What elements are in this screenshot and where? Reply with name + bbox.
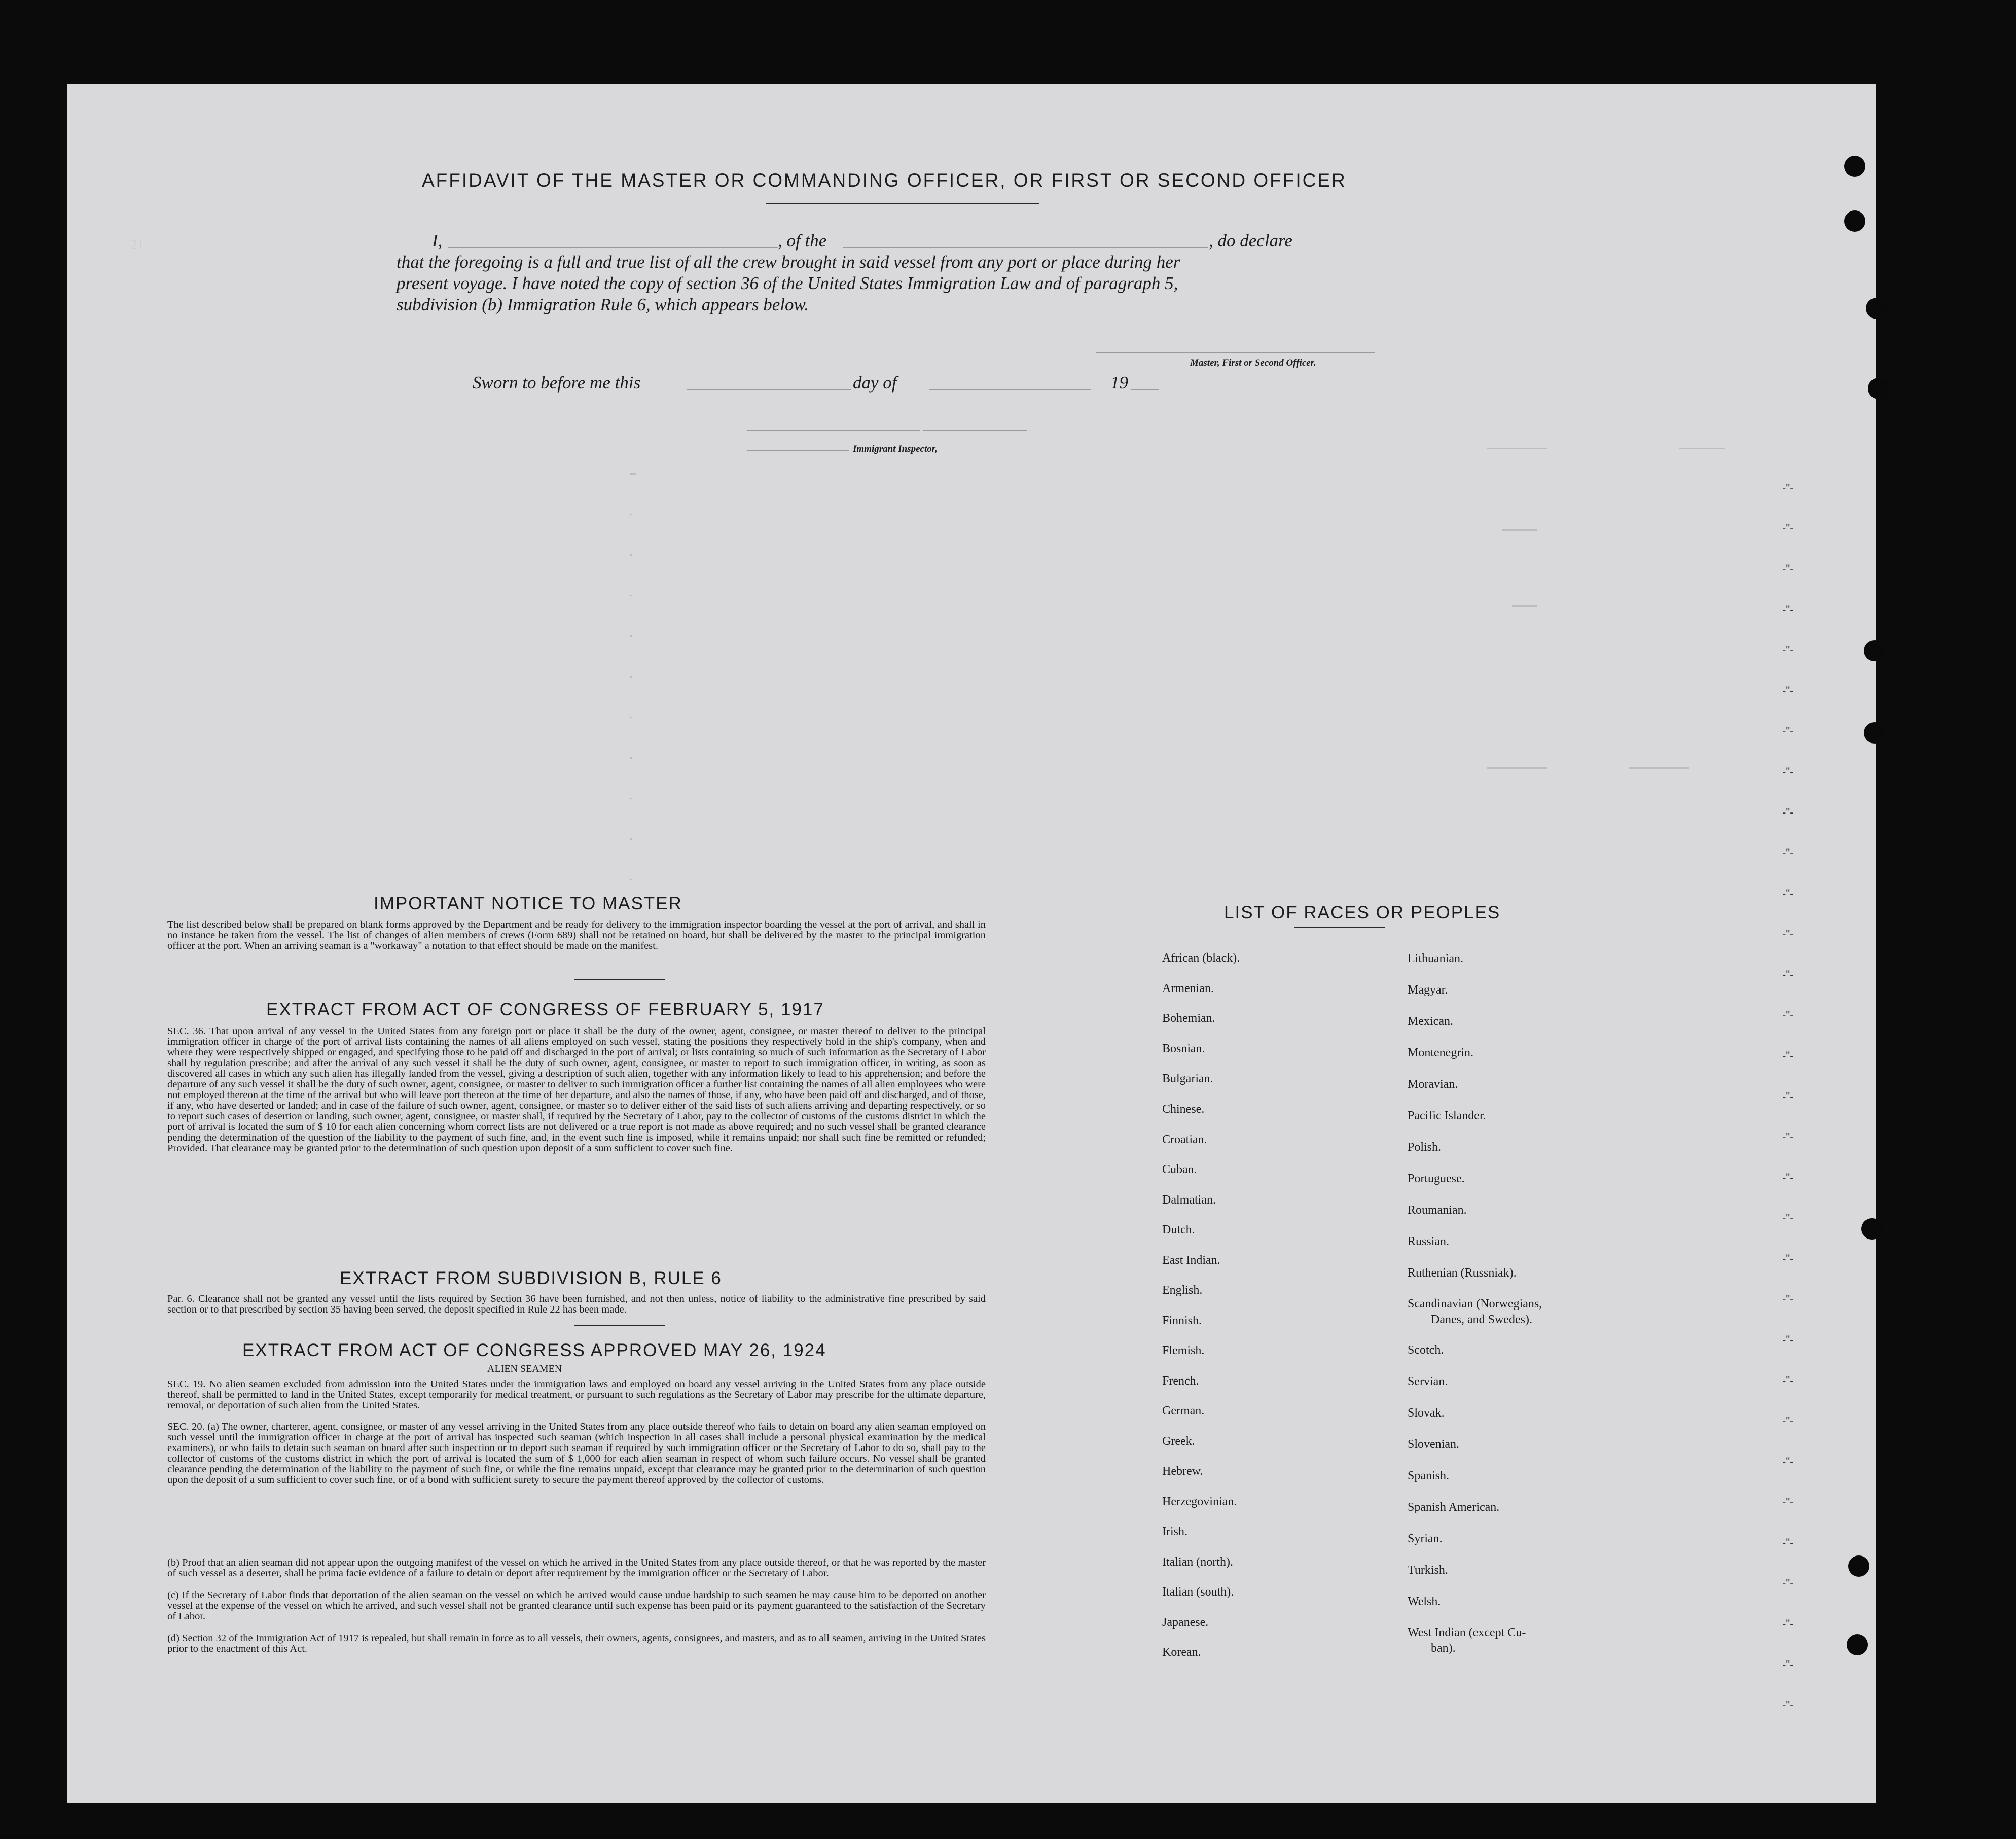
ditto-mark: -"- — [1782, 1090, 1794, 1103]
sworn-text: Sworn to before me this — [473, 373, 641, 393]
notice-text: The list described below shall be prepared on blank forms approved by the Department and be ready for delivery to the immigration inspector boarding the vessel at the port of arrival, and shall in no instance be taken from the vessel. The list of changes of alien members of crews (Form 689) shall not be retained on board, but shall be delivered by the master to the principal immigration officer at the port. When an arriving seaman is a "workaway" a notation to that effect should be made on the manifest. — [167, 919, 986, 951]
sworn-day-blank[interactable] — [687, 389, 851, 390]
race-right-item: Scotch. — [1408, 1343, 1444, 1357]
race-right-item: Lithuanian. — [1408, 952, 1463, 965]
race-left-item: Italian (south). — [1162, 1585, 1234, 1599]
ditto-mark: -"- — [1782, 1049, 1794, 1062]
race-left-item: Armenian. — [1162, 982, 1214, 995]
race-right-item: Welsh. — [1408, 1595, 1441, 1608]
affidavit-line4: subdivision (b) Immigration Rule 6, which appears below. — [397, 295, 809, 314]
inspector-line-c[interactable] — [747, 450, 849, 451]
sworn-month-blank[interactable] — [929, 389, 1091, 390]
extract1924-sec19: SEC. 19. No alien seamen excluded from admission into the United States under the immigration laws and employed on board any vessel arriving in the United States from any place outside thereof, shall be permitted to land in the United States, except temporarily for medical treatment, or pursuant to such regulations as the Secretary of Labor may prescribe for the ultimate departure, removal, or deportation of such alien from the United States. — [167, 1378, 986, 1411]
race-left-item: Herzegovinian. — [1162, 1495, 1237, 1508]
race-left-item: Cuban. — [1162, 1163, 1197, 1176]
extract1924-sec20d: (d) Section 32 of the Immigration Act of 1917 is repealed, but shall remain in force as to all vessels, their owners, agents, consignees, and masters, and as to all seamen, arriving in the United States prior to the enactment of this Act. — [167, 1633, 986, 1654]
punch-hole — [1866, 298, 1887, 319]
race-left-item: Finnish. — [1162, 1314, 1202, 1327]
race-left-item: Dutch. — [1162, 1223, 1195, 1236]
race-right-item: Mexican. — [1408, 1015, 1453, 1028]
inspector-label: Immigrant Inspector, — [853, 444, 938, 454]
race-right-item-cont: ban). — [1431, 1642, 1456, 1655]
ditto-mark: -"- — [1782, 1496, 1794, 1508]
extract1924-sec20b: (b) Proof that an alien seaman did not appear upon the outgoing manifest of the vessel on which he arrived in the United States from any place outside thereof, or that he was reported by the master of such vessel as a deserter, shall be prima facie evidence of a failure to detain or deport after requirement by the immigration officer or the Secretary of Labor. — [167, 1557, 986, 1579]
punch-hole — [1844, 210, 1865, 232]
race-right-item: Russian. — [1408, 1235, 1450, 1248]
race-left-item: Irish. — [1162, 1525, 1187, 1538]
ditto-mark: -"- — [1782, 1699, 1794, 1711]
sworn-year: 19 — [1110, 373, 1128, 393]
punch-hole — [1847, 1634, 1868, 1655]
affidavit-title: AFFIDAVIT OF THE MASTER OR COMMANDING OFFICER, OR FIRST OR SECOND OFFICER — [422, 170, 1347, 191]
races-heading: LIST OF RACES OR PEOPLES — [1224, 903, 1501, 923]
ditto-mark: -"- — [1782, 684, 1794, 697]
race-left-item: French. — [1162, 1374, 1199, 1388]
race-right-item: Servian. — [1408, 1375, 1448, 1388]
ditto-mark: -"- — [1782, 1536, 1794, 1549]
punch-hole — [1864, 640, 1885, 661]
ditto-mark: -"- — [1782, 562, 1794, 575]
ditto-mark: -"- — [1782, 1617, 1794, 1630]
race-right-item: Slovak. — [1408, 1406, 1445, 1420]
race-right-item: Montenegrin. — [1408, 1046, 1473, 1059]
ditto-mark: -"- — [1782, 1212, 1794, 1224]
ditto-mark: -"- — [1782, 1577, 1794, 1589]
race-left-item: Bulgarian. — [1162, 1072, 1213, 1085]
ditto-mark: -"- — [1782, 846, 1794, 859]
affidavit-line3: present voyage. I have noted the copy of section 36 of the United States Immigration Law and of paragraph 5, — [397, 273, 1178, 293]
race-right-item: Pacific Islander. — [1408, 1109, 1486, 1122]
ditto-mark: -"- — [1782, 1414, 1794, 1427]
race-right-item: Magyar. — [1408, 983, 1448, 997]
race-right-item: Slovenian. — [1408, 1438, 1459, 1451]
punch-hole — [1861, 1218, 1883, 1240]
ditto-mark: -"- — [1782, 1333, 1794, 1346]
signature-label: Master, First or Second Officer. — [1190, 358, 1316, 368]
race-right-item: Ruthenian (Russniak). — [1408, 1266, 1517, 1280]
affidavit-line1-mid: , of the — [778, 231, 827, 251]
ditto-mark: -"- — [1782, 1374, 1794, 1387]
ditto-mark: -"- — [1782, 928, 1794, 940]
ditto-mark: -"- — [1782, 765, 1794, 778]
title-underline — [766, 203, 1039, 204]
race-left-item: German. — [1162, 1404, 1205, 1418]
races-divider — [1294, 927, 1385, 928]
inspector-line-b[interactable] — [923, 430, 1027, 431]
race-right-item: Moravian. — [1408, 1078, 1458, 1091]
race-left-item: Dalmatian. — [1162, 1193, 1216, 1207]
sworn-day-of: day of — [853, 373, 897, 393]
race-right-item: Syrian. — [1408, 1532, 1443, 1545]
affidavit-line1-end: , do declare — [1209, 231, 1292, 251]
punch-hole — [1864, 722, 1885, 744]
inspector-line-a[interactable] — [747, 430, 920, 431]
extract1917-heading: EXTRACT FROM ACT OF CONGRESS OF FEBRUARY 5, 1917 — [266, 1000, 824, 1019]
race-right-item: Scandinavian (Norwegians, — [1408, 1297, 1542, 1311]
ditto-mark: -"- — [1782, 1658, 1794, 1671]
race-right-item: Spanish. — [1408, 1469, 1450, 1482]
race-left-item: Hebrew. — [1162, 1465, 1203, 1478]
race-left-item: Bosnian. — [1162, 1042, 1205, 1055]
punch-hole — [1848, 1555, 1869, 1577]
ditto-mark: -"- — [1782, 522, 1794, 535]
sworn-year-blank[interactable] — [1131, 389, 1159, 390]
race-left-item: Korean. — [1162, 1646, 1201, 1659]
race-left-item: Croatian. — [1162, 1133, 1207, 1146]
subdivisionB-heading: EXTRACT FROM SUBDIVISION B, RULE 6 — [340, 1268, 722, 1288]
affidavit-line1-start: I, — [432, 231, 443, 251]
ditto-mark: -"- — [1782, 1293, 1794, 1305]
ditto-mark: -"- — [1782, 1009, 1794, 1021]
extract1924-sec20a: SEC. 20. (a) The owner, charterer, agent, consignee, or master of any vessel arriving in the United States from any place outside thereof who fails to detain on board any alien seaman employed on such vessel until the immigration officer in charge at the port of arrival has inspected such seaman (which inspection in all cases shall include a personal physical examination by the medical examiners), or who fails to detain such seaman on board after such inspection or to deport such seaman if required by such immigration officer or the Secretary of Labor to do so, shall pay to the collector of customs of the customs district in which the port of arrival is located the sum of $ 1,000 for each alien seaman in respect of whom such failure occurs. No vessel shall be granted clearance pending the determination of the liability to the payment of such fine, or while the fine remains unpaid, except that clearance may be granted prior to the determination of such question upon the deposit of a sum sufficient to cover such fine, or of a bond with sufficient surety to secure the payment thereof approved by the collector of customs. — [167, 1421, 986, 1486]
ditto-mark: -"- — [1782, 1130, 1794, 1143]
race-left-item: English. — [1162, 1284, 1203, 1297]
race-right-item: West Indian (except Cu- — [1408, 1626, 1526, 1639]
extract1924-heading: EXTRACT FROM ACT OF CONGRESS APPROVED MAY 26, 1924 — [242, 1340, 826, 1360]
ditto-mark: -"- — [1782, 644, 1794, 656]
race-right-item: Spanish American. — [1408, 1501, 1500, 1514]
punch-hole — [1844, 156, 1865, 177]
race-left-item: African (black). — [1162, 951, 1240, 965]
ditto-mark: -"- — [1782, 806, 1794, 819]
race-left-item: Italian (north). — [1162, 1555, 1233, 1569]
race-right-item: Roumanian. — [1408, 1204, 1467, 1217]
ditto-mark: -"- — [1782, 725, 1794, 737]
ditto-mark: -"- — [1782, 1171, 1794, 1184]
ditto-mark: -"- — [1782, 887, 1794, 900]
race-right-item-cont: Danes, and Swedes). — [1431, 1313, 1532, 1326]
name-blank[interactable] — [448, 247, 778, 248]
notice-heading: IMPORTANT NOTICE TO MASTER — [374, 894, 682, 913]
race-left-item: East Indian. — [1162, 1254, 1220, 1267]
margin-note: 21 — [131, 237, 144, 252]
ditto-mark: -"- — [1782, 1455, 1794, 1468]
race-left-item: Bohemian. — [1162, 1012, 1215, 1025]
ditto-mark: -"- — [1782, 603, 1794, 616]
race-right-item: Portuguese. — [1408, 1172, 1465, 1185]
race-left-item: Flemish. — [1162, 1344, 1205, 1357]
extract1924-sec20c: (c) If the Secretary of Labor finds that deportation of the alien seaman on the vessel on which he arrived would cause undue hardship to such seamen he may cause him to be deported on another vessel at the expense of the vessel on which he arrived, and such vessel shall not be granted clearance until such expense has been paid or its payment guaranteed to the satisfaction of the Secretary of Labor. — [167, 1589, 986, 1622]
vessel-blank[interactable] — [843, 247, 1208, 248]
affidavit-line2: that the foregoing is a full and true list of all the crew brought in said vessel from any port or place during her — [397, 252, 1180, 272]
race-left-item: Chinese. — [1162, 1103, 1205, 1116]
subdivisionB-text: Par. 6. Clearance shall not be granted any vessel until the lists required by Section 36 have been furnished, and not then unless, notice of liability to the administrative fine prescribed by said section or to that prescribed by section 35 having been served, the deposit specified in Rule 22 has been made. — [167, 1293, 986, 1315]
subdivisionB-divider — [574, 1325, 665, 1326]
race-right-item: Polish. — [1408, 1141, 1442, 1154]
alien-seamen-subheading: ALIEN SEAMEN — [487, 1363, 562, 1374]
race-right-item: Turkish. — [1408, 1564, 1448, 1577]
notice-divider — [574, 979, 665, 980]
ditto-mark: -"- — [1782, 482, 1794, 494]
ditto-mark: -"- — [1782, 968, 1794, 981]
punch-hole — [1868, 378, 1889, 399]
race-left-item: Japanese. — [1162, 1616, 1209, 1629]
race-left-item: Greek. — [1162, 1435, 1195, 1448]
extract1917-text: SEC. 36. That upon arrival of any vessel in the United States from any foreign port or place it shall be the duty of the owner, agent, consignee, or master thereof to deliver to the principal immigration officer in charge of the port of arrival lists containing the names of all aliens employed on such vessel, stating the positions they respectively hold in the ship's company, when and where they were respectively shipped or engaged, and specifying those to be paid off and discharged in the port of arrival; or lists containing so much of such information as the Secretary of Labor shall by regulation prescribe; and after the arrival of any such vessel it shall be the duty of such owner, agent, consignee, or master to report to such immigration officer, in writing, as soon as discovered all cases in which any such alien has illegally landed from the vessel, giving a description of such alien, together with any information likely to lead to his apprehension; and before the departure of any such vessel it shall be the duty of such owner, agent, consignee, or master to deliver to such immigration officer a further list containing the names of all alien employees who were not employed thereon at the time of the arrival but who will leave port thereon at the time of her departure, and also the names of those, if any, who have been paid off and discharged, and of those, if any, who have deserted or landed; and in case of the failure of such owner, agent, consignee, or master so to deliver either of the said lists of such aliens arriving and departing respectively, or so to report such cases of desertion or landing, such owner, agent, consignee, or master shall, if required by the Secretary of Labor, pay to the collector of customs of the customs district in which the port of arrival is located the sum of $ 10 for each alien concerning whom correct lists are not delivered or a true report is not made as above required; and no such vessel shall be granted clearance pending the determination of the question of the liability to the payment of such fine, and, in the event such fine is imposed, while it remains unpaid; nor shall such fine be remitted or refunded; Provided. That clearance may be granted prior to the determination of such question upon deposit of a sum sufficient to cover such fine. — [167, 1025, 986, 1154]
signature-line[interactable] — [1096, 352, 1375, 353]
manifest-page — [67, 84, 1876, 1803]
ditto-mark: -"- — [1782, 1252, 1794, 1265]
